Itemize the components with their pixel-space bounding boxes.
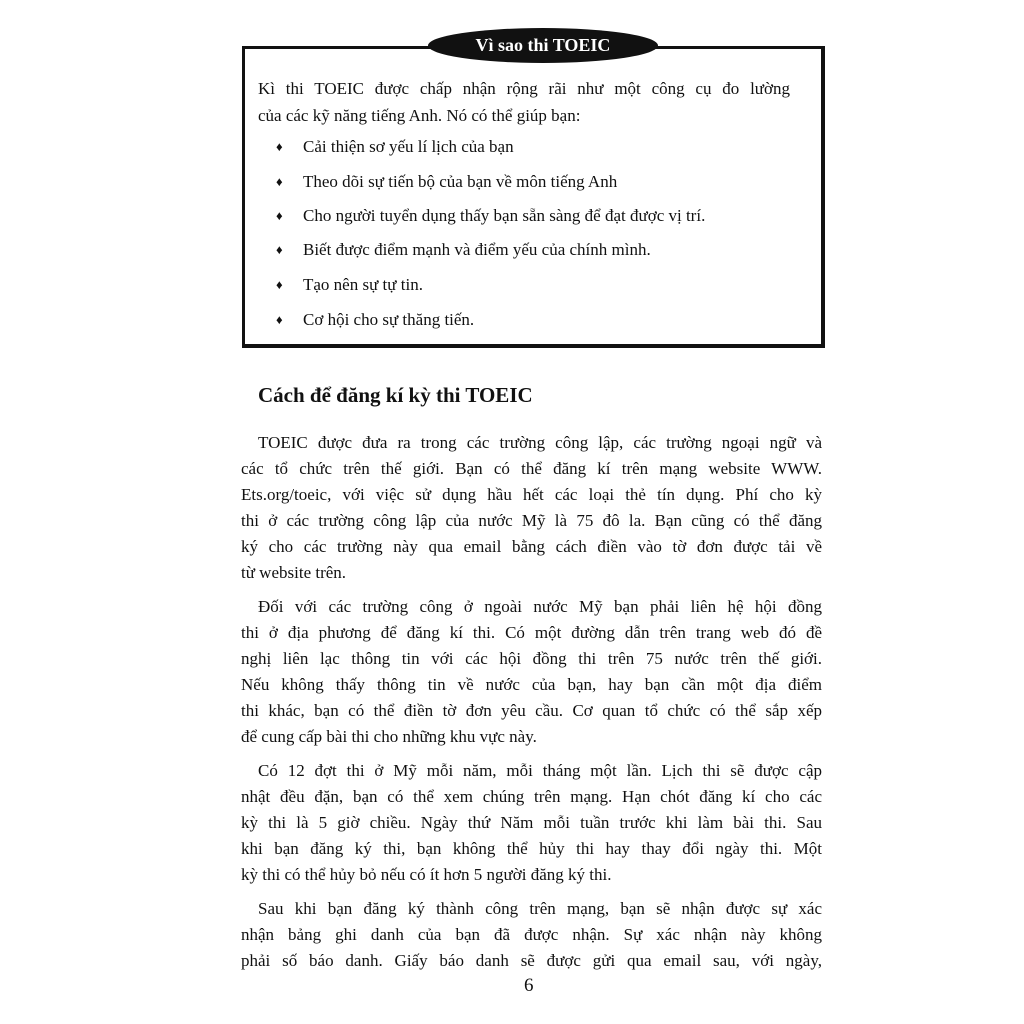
- paragraph-line: TOEIC được đưa ra trong các trường công lập, các trường ngoại ngữ và: [258, 433, 822, 452]
- paragraph-line: ký cho các trường này qua email bằng cách điền vào tờ đơn được tải về: [241, 537, 822, 556]
- paragraph-line: kỳ thi có thể hủy bỏ nếu có ít hơn 5 người đăng ký thi.: [241, 865, 612, 884]
- paragraph-line: nghị liên lạc thông tin với các hội đồng thi trên 75 nước trên thế giới.: [241, 649, 822, 668]
- paragraph-line: các tổ chức trên thế giới. Bạn có thể đăng kí trên mạng website WWW.: [241, 459, 822, 478]
- diamond-bullet-icon: ♦: [276, 312, 283, 327]
- bullet-item: Tạo nên sự tự tin.: [303, 275, 423, 294]
- diamond-bullet-icon: ♦: [276, 174, 283, 189]
- paragraph-line: nhận bảng ghi danh của bạn đã được nhận. Sự xác nhận này không: [241, 925, 822, 944]
- paragraph-line: nhật đều đặn, bạn có thể xem chúng trên mạng. Hạn chót đăng kí cho các: [241, 787, 822, 806]
- paragraph-line: từ website trên.: [241, 563, 347, 582]
- diamond-bullet-icon: ♦: [276, 208, 283, 223]
- paragraph-line: thi ở địa phương để đăng kí thi. Có một đường dẫn trên trang web đó đề: [241, 623, 822, 642]
- box-title: Vì sao thi TOEIC: [428, 28, 658, 63]
- paragraph-line: Đối với các trường công ở ngoài nước Mỹ bạn phải liên hệ hội đồng: [258, 597, 822, 616]
- bullet-item: Theo dõi sự tiến bộ của bạn về môn tiếng Anh: [303, 172, 618, 191]
- diamond-bullet-icon: ♦: [276, 139, 283, 154]
- paragraph-line: Nếu không thấy thông tin về nước của bạn, hay bạn cần một địa điểm: [241, 675, 822, 694]
- paragraph-line: kỳ thi là 5 giờ chiều. Ngày thứ Năm mỗi tuần trước khi làm bài thi. Sau: [241, 813, 822, 832]
- paragraph-line: phải số báo danh. Giấy báo danh sẽ được gửi qua email sau, với ngày,: [241, 951, 822, 970]
- paragraph-line: thi ở các trường công lập của nước Mỹ là 75 đô la. Bạn cũng có thể đăng: [241, 511, 822, 530]
- paragraph-line: Sau khi bạn đăng ký thành công trên mạng, bạn sẽ nhận được sự xác: [258, 899, 822, 918]
- intro-line: Kì thi TOEIC được chấp nhận rộng rãi như một công cụ đo lường: [258, 79, 790, 98]
- bullet-item: Biết được điểm mạnh và điểm yếu của chính mình.: [303, 240, 651, 259]
- paragraph-line: khi bạn đăng ký thi, bạn không thể hủy thi hay thay đổi ngày thi. Một: [241, 839, 822, 858]
- diamond-bullet-icon: ♦: [276, 242, 283, 257]
- paragraph-line: Có 12 đợt thi ở Mỹ mỗi năm, mỗi tháng một lần. Lịch thi sẽ được cập: [258, 761, 822, 780]
- paragraph-line: Ets.org/toeic, với việc sử dụng hầu hết các loại thẻ tín dụng. Phí cho kỳ: [241, 485, 822, 504]
- bullet-item: Cải thiện sơ yếu lí lịch của bạn: [303, 137, 514, 156]
- diamond-bullet-icon: ♦: [276, 277, 283, 292]
- intro-line: của các kỹ năng tiếng Anh. Nó có thể giúp bạn:: [258, 106, 581, 125]
- paragraph-line: thi khác, bạn có thể điền tờ đơn yêu cầu. Cơ quan tổ chức có thể sắp xếp: [241, 701, 822, 720]
- page-number: 6: [524, 975, 534, 996]
- paragraph-line: để cung cấp bài thi cho những khu vực này.: [241, 727, 537, 746]
- bullet-item: Cơ hội cho sự thăng tiến.: [303, 310, 475, 329]
- bullet-item: Cho người tuyển dụng thấy bạn sẵn sàng để đạt được vị trí.: [303, 206, 706, 225]
- section-heading: Cách để đăng kí kỳ thi TOEIC: [258, 383, 533, 407]
